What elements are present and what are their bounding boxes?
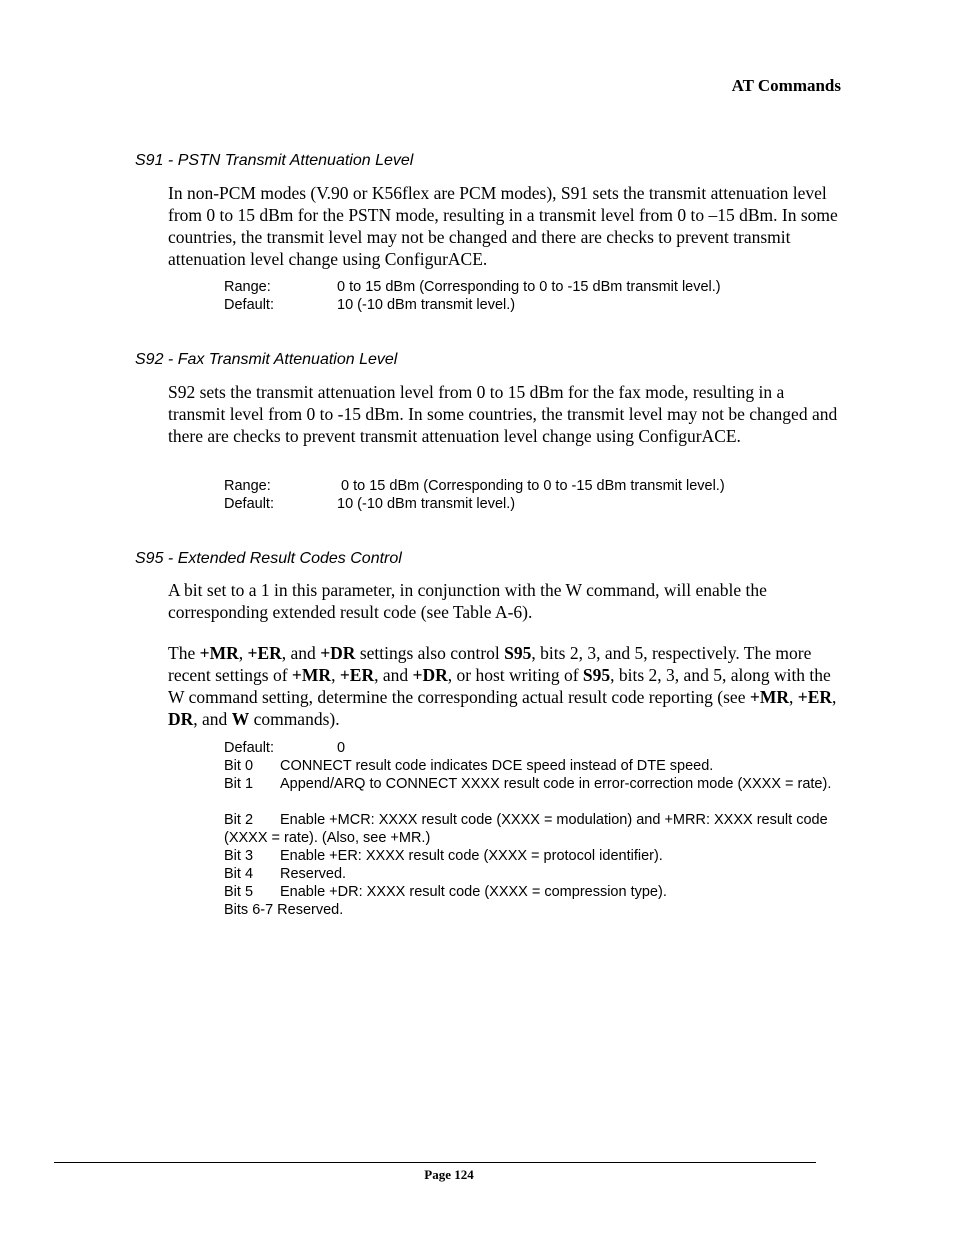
bits-6-7-row: Bits 6-7 Reserved. [224,902,344,918]
s91-description: In non-PCM modes (V.90 or K56flex are PCM modes), S91 sets the transmit attenuation level from 0 to 15 dBm for the PSTN mode, resulting in a transmit level from 0 to –15 dBm. In some countries, the transmit level may not be changed and there are checks to prevent transmit attenuation level change using ConfigurACE. [168,183,838,269]
bit-description: Enable +ER: XXXX result code (XXXX = protocol identifier). [280,848,663,864]
s92-description: S92 sets the transmit attenuation level from 0 to 15 dBm for the fax mode, resulting in a transmit level from 0 to -15 dBm. In some countries, the transmit level may not be changed and there are checks to prevent transmit attenuation level change using ConfigurACE. [168,382,838,446]
bit-description: Enable +MCR: XXXX result code (XXXX = modulation) and +MRR: XXXX result code (XXXX = rate). (Also, see +MR.) [224,812,828,846]
bit-row [224,883,667,901]
command-ref: +DR [320,643,356,663]
s91-range-row [224,278,721,296]
bit-description: Append/ARQ to CONNECT XXXX result code in error-correction mode (XXXX = rate). [280,776,832,792]
range-value: 0 to 15 dBm (Corresponding to 0 to -15 dBm transmit level.) [337,478,725,494]
default-value: 10 (-10 dBm transmit level.) [337,496,516,512]
bit-description: Enable +DR: XXXX result code (XXXX = compression type). [280,884,667,900]
range-label: Range: [224,478,271,494]
section-title-s92: S92 - Fax Transmit Attenuation Level [135,351,398,368]
bit-row [224,811,842,847]
text-run: , [238,643,248,663]
range-value: 0 to 15 dBm (Corresponding to 0 to -15 dBm transmit level.) [337,279,721,295]
bit-label: Bit 5 [224,884,254,900]
register-ref: S95 [504,643,532,663]
text-run: , or host writing of [447,665,583,685]
register-ref: S95 [582,665,611,685]
command-ref: +ER [339,665,375,685]
command-ref: +ER [797,687,833,707]
text-run: , [331,665,340,685]
s92-range-row [224,477,725,495]
bit-label: Bit 1 [224,776,254,792]
bit-row [224,775,842,793]
bit-row [224,865,346,883]
s95-default-row [224,739,345,757]
text-run: commands). [249,709,340,729]
range-label: Range: [224,279,271,295]
bit-description: CONNECT result code indicates DCE speed instead of DTE speed. [280,758,714,774]
command-ref: +DR [412,665,448,685]
s91-default-row [224,296,515,314]
s95-settings-paragraph [168,642,840,730]
default-label: Default: [224,740,274,756]
text-run: , bits 2, 3, and 5, respectively. The more recent settings of [168,643,812,685]
bit-label: Bit 2 [224,812,254,828]
command-ref: DR [168,709,194,729]
section-title-s95: S95 - Extended Result Codes Control [135,550,402,567]
command-ref: W [231,709,250,729]
text-run: , and [374,665,413,685]
text-run: , and [281,643,321,663]
text-run: , and [193,709,232,729]
text-run: The [168,643,200,663]
command-ref: +MR [199,643,239,663]
bit-description: Reserved. [280,866,347,882]
bit-row [224,757,713,775]
text-run: , [788,687,798,707]
command-ref: +MR [291,665,332,685]
s92-default-row [224,495,515,513]
default-value: 10 (-10 dBm transmit level.) [337,297,516,313]
default-label: Default: [224,297,274,313]
command-ref: +ER [247,643,282,663]
default-value: 0 [337,740,346,756]
command-ref: +MR [749,687,789,707]
bit-label: Bit 4 [224,866,254,882]
default-label: Default: [224,496,274,512]
s95-description: A bit set to a 1 in this parameter, in conjunction with the W command, will enable the corresponding extended result code (see Table A-6). [168,580,767,622]
text-run: , bits 2, 3, and 5, along with the W command setting, determine the corresponding actual result code reporting (see [168,665,831,707]
bit-label: Bit 3 [224,848,254,864]
text-run: , [832,687,837,707]
running-header-title: AT Commands [731,76,841,95]
footer-divider [54,1162,816,1163]
bit-row [224,847,663,865]
section-title-s91: S91 - PSTN Transmit Attenuation Level [135,152,414,169]
text-run: settings also control [355,643,505,663]
bit-label: Bit 0 [224,758,254,774]
page-number: Page 124 [424,1167,474,1182]
